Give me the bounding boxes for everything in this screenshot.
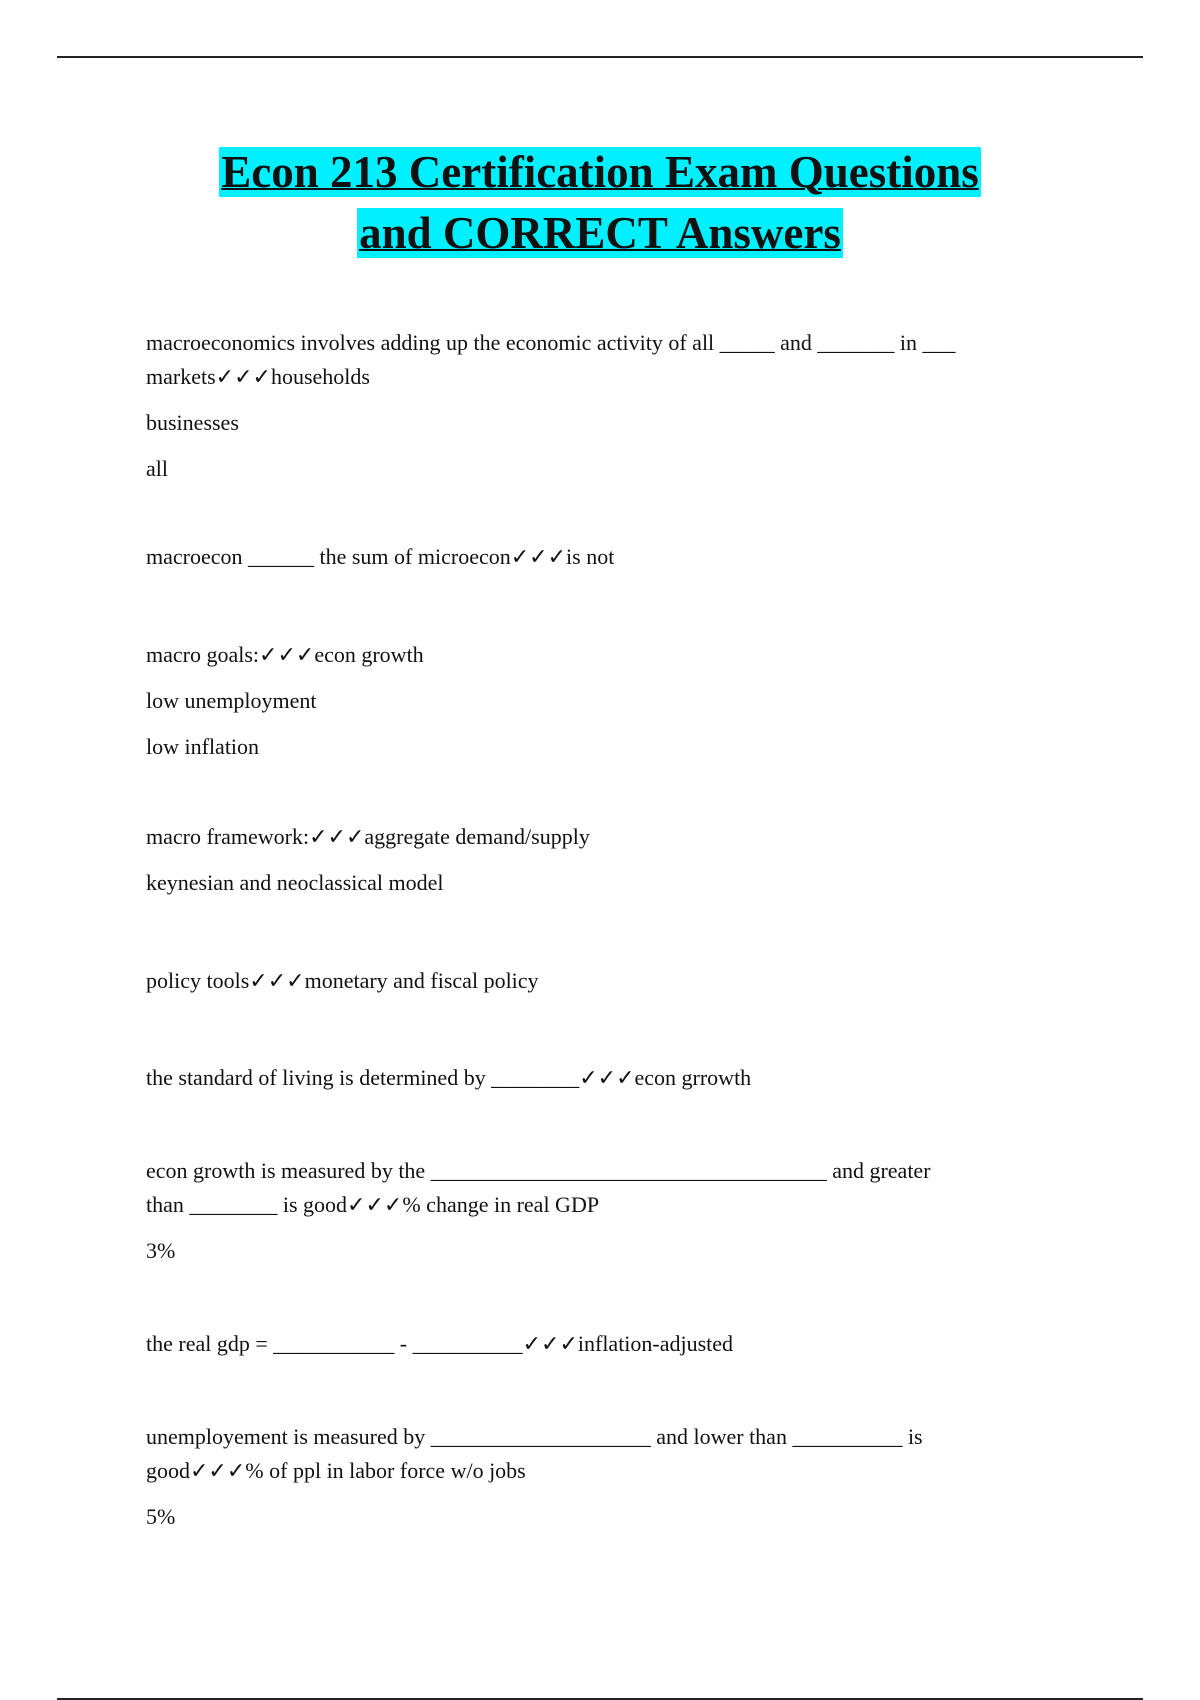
qa-item [146, 1327, 1046, 1361]
question-line: the real gdp = ___________ - __________✓✓✓inflation-adjusted [146, 1331, 734, 1356]
qa-item [146, 540, 1046, 574]
question-line: macroeconomics involves adding up the economic activity of all _____ and _______ in ___ [146, 330, 956, 355]
title-line-1: Econ 213 Certification Exam Questions [221, 147, 979, 197]
document-title [0, 142, 1200, 264]
answer-line: all [146, 456, 168, 481]
question-line: macroecon ______ the sum of microecon✓✓✓is not [146, 544, 615, 569]
qa-item [146, 964, 1046, 998]
question-line: policy tools✓✓✓monetary and fiscal policy [146, 968, 539, 993]
question-line: good✓✓✓% of ppl in labor force w/o jobs [146, 1458, 526, 1483]
header-rule [57, 56, 1143, 58]
answer-line: 3% [146, 1238, 176, 1263]
question-line: the standard of living is determined by ________✓✓✓econ grrowth [146, 1065, 752, 1090]
answer-line: 5% [146, 1504, 176, 1529]
qa-item [146, 1420, 1046, 1534]
answer-line: low inflation [146, 734, 260, 759]
question-line: than ________ is good✓✓✓% change in real GDP [146, 1192, 600, 1217]
answer-line: businesses [146, 410, 239, 435]
qa-item [146, 820, 1046, 900]
question-line: macro goals:✓✓✓econ growth [146, 642, 424, 667]
title-line-2: and CORRECT Answers [359, 208, 841, 258]
qa-item [146, 638, 1046, 764]
qa-item [146, 1154, 1046, 1268]
question-line: econ growth is measured by the ____________________________________ and greater [146, 1158, 931, 1183]
qa-list [146, 326, 1046, 1534]
question-line: markets✓✓✓households [146, 364, 370, 389]
question-line: macro framework:✓✓✓aggregate demand/supply [146, 824, 590, 849]
qa-item [146, 1061, 1046, 1095]
question-line: unemployement is measured by ____________________ and lower than __________ is [146, 1424, 923, 1449]
answer-line: low unemployment [146, 688, 317, 713]
answer-line: keynesian and neoclassical model [146, 870, 444, 895]
qa-item [146, 326, 1046, 486]
